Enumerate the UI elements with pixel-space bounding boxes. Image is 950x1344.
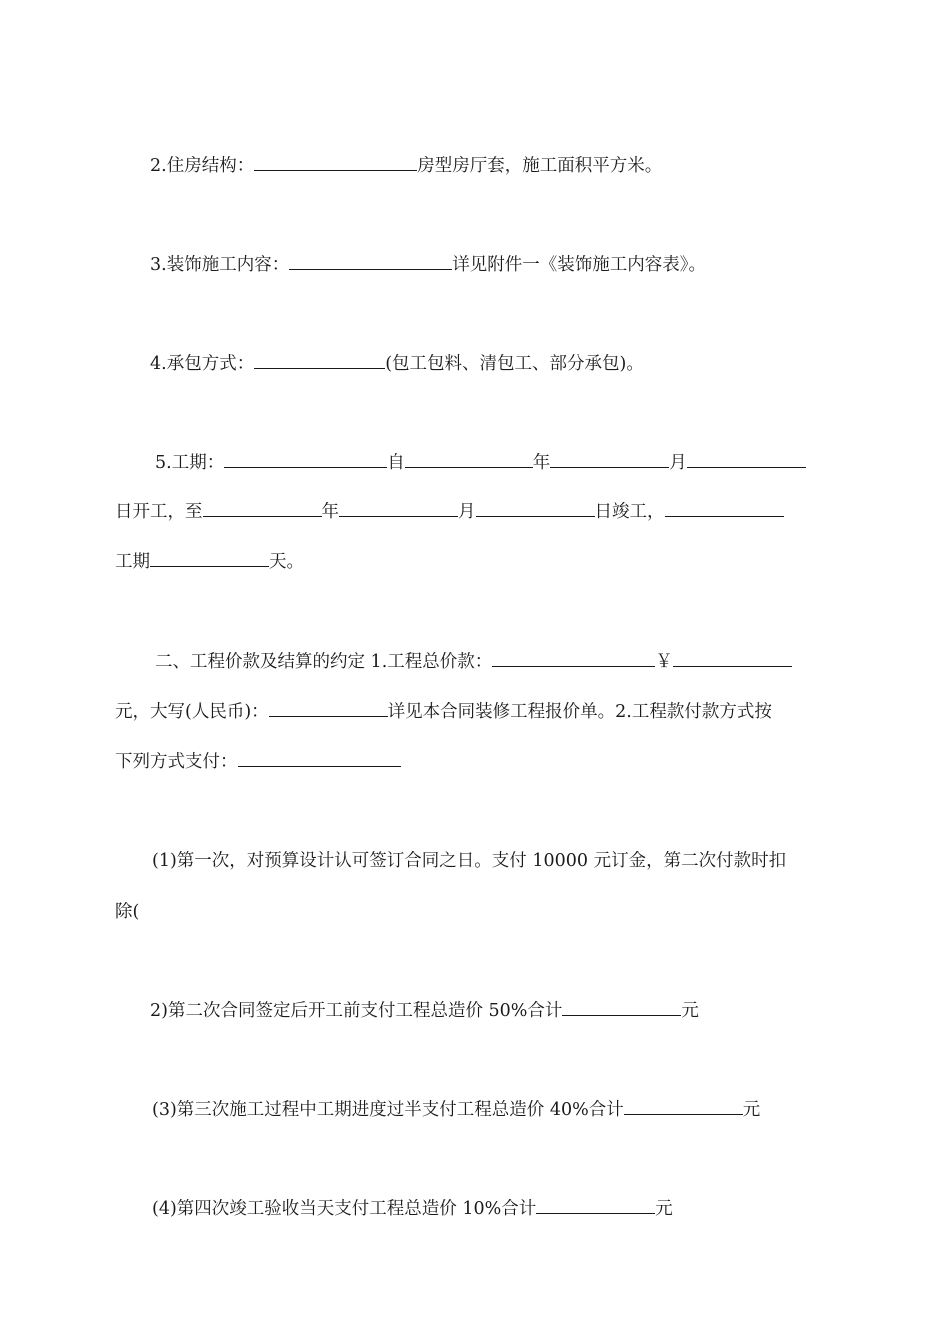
item-period-line2 — [115, 500, 784, 524]
contract-mode-label: 4.承包方式： — [150, 354, 255, 374]
period-blank-tail — [665, 500, 784, 517]
period-end-year-blank — [203, 500, 322, 517]
period-start-day: 日开工，至 — [115, 502, 203, 522]
payment-3-blank — [624, 1098, 743, 1115]
payment-1-text: (1)第一次，对预算设计认可签订合同之日。支付 10000 元订金，第二次付款时扣 — [152, 851, 787, 871]
section2-line1 — [155, 650, 792, 674]
payment-2 — [150, 999, 699, 1023]
item-contract-mode — [150, 352, 644, 376]
period-label: 5.工期： — [155, 453, 225, 473]
section2-line2-prefix: 元，大写(人民币)： — [115, 702, 269, 722]
contract-mode-blank — [254, 352, 385, 369]
amount-in-words-blank — [269, 700, 388, 717]
section2-line2-suffix: 详见本合同装修工程报价单。2.工程款付款方式按 — [387, 702, 772, 722]
contract-mode-suffix: (包工包料、清包工、部分承包)。 — [385, 354, 644, 374]
period-year-2: 年 — [321, 502, 339, 522]
item-content — [150, 253, 706, 277]
payment-3-text: (3)第三次施工过程中工期进度过半支付工程总造价 40%合计 — [152, 1100, 624, 1120]
payment-4-unit: 元 — [655, 1199, 673, 1219]
period-end-day-blank — [476, 500, 595, 517]
item-structure — [150, 154, 662, 178]
total-amount-blank — [673, 650, 792, 667]
payment-2-blank — [562, 999, 681, 1016]
period-year-1: 年 — [532, 453, 551, 473]
period-start-year-blank — [405, 451, 533, 468]
content-suffix: 详见附件一《装饰施工内容表》。 — [452, 255, 706, 275]
content-label: 3.装饰施工内容： — [150, 255, 290, 275]
structure-blank — [254, 154, 417, 171]
section2-line2 — [115, 700, 772, 724]
item-period-line1 — [155, 451, 806, 475]
section2-heading: 二、工程价款及结算的约定 1.工程总价款： — [155, 652, 493, 672]
payment-1-line2 — [115, 900, 139, 924]
period-blank-1 — [224, 451, 387, 468]
payment-4 — [152, 1197, 673, 1221]
period-end-day: 日竣工， — [594, 502, 665, 522]
payment-4-text: (4)第四次竣工验收当天支付工程总造价 10%合计 — [152, 1199, 537, 1219]
period-duration-blank — [150, 550, 269, 567]
section2-line3-prefix: 下列方式支付： — [115, 752, 238, 772]
payment-4-blank — [536, 1197, 655, 1214]
period-start-day-blank — [687, 451, 806, 468]
structure-suffix: 房型房厅套，施工面积平方米。 — [417, 156, 663, 176]
payment-3-unit: 元 — [742, 1100, 761, 1120]
item-period-line3 — [115, 550, 304, 574]
payment-1-continuation: 除( — [115, 902, 140, 922]
period-start-month-blank — [550, 451, 669, 468]
period-month-1: 月 — [669, 453, 687, 473]
structure-label: 2.住房结构： — [150, 156, 255, 176]
period-end-month-blank — [339, 500, 458, 517]
section2-line3 — [115, 750, 401, 774]
payment-method-blank — [238, 750, 401, 767]
payment-2-text: 2)第二次合同签定后开工前支付工程总造价 50%合计 — [150, 1001, 563, 1021]
payment-1-line1 — [152, 849, 786, 873]
currency-symbol: ￥ — [655, 652, 673, 672]
period-duration-prefix: 工期 — [115, 552, 150, 572]
period-month-2: 月 — [458, 502, 476, 522]
period-from: 自 — [387, 453, 405, 473]
total-price-blank — [492, 650, 655, 667]
period-duration-suffix: 天。 — [269, 552, 304, 572]
content-blank — [289, 253, 452, 270]
payment-3 — [152, 1098, 760, 1122]
payment-2-unit: 元 — [681, 1001, 699, 1021]
